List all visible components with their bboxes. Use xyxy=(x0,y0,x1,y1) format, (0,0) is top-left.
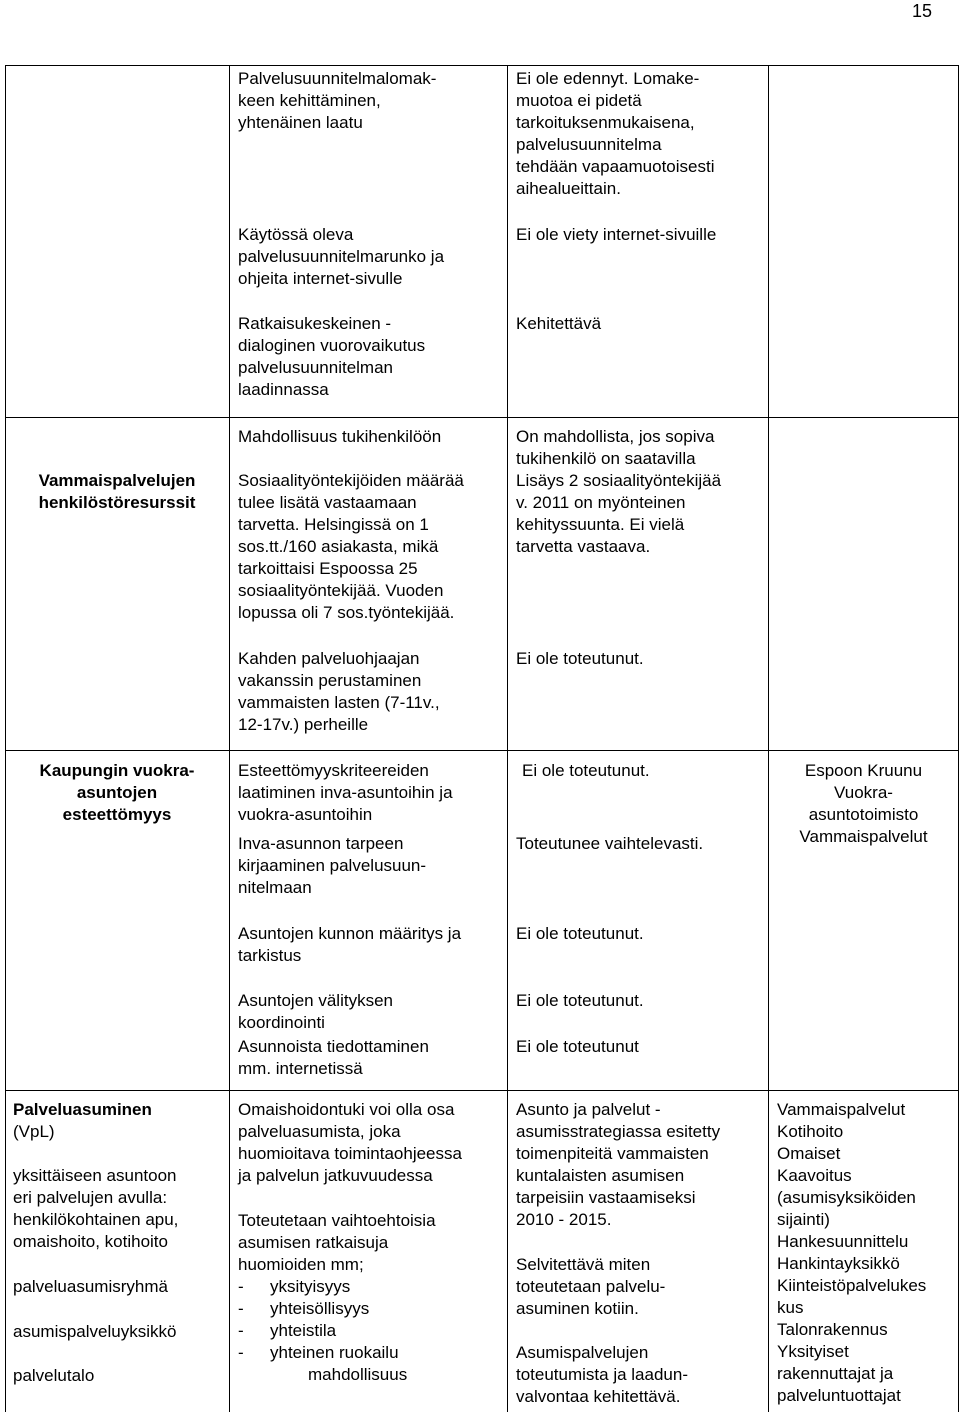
row1-measure: Palvelusuunnitelmalomak- keen kehittäminen, yhtenäinen laatu xyxy=(238,69,437,132)
row9-measure-a: Omaishoidontuki voi olla osa palveluasumista, joka huomioitava toimintaohjeessa ja palvelun jatkuvuudessa xyxy=(238,1100,462,1185)
row7-measure: Asuntojen kunnon määritys ja tarkistus xyxy=(238,924,462,965)
table-border-top xyxy=(5,65,959,66)
list-item: - yksityisyys xyxy=(200,1276,399,1298)
row9-topic-subtitle: (VpL) xyxy=(13,1122,55,1141)
row9-status-b: Selvitettävä miten toteutetaan palvelu- asuminen kotiin. xyxy=(516,1255,666,1318)
list-item: - yhteinen ruokailu xyxy=(200,1342,399,1364)
row-divider-2 xyxy=(5,750,959,751)
row6-topic: Kaupungin vuokra- asuntojen esteettömyys xyxy=(39,761,195,824)
row9-status-a: Asunto ja palvelut - asumisstrategiassa esitetty toimenpiteitä vammaisten kuntalaisten asumisen tarpeisiin vastaamiseksi 2010 - 2015. xyxy=(516,1100,721,1229)
list-item: - yhteisöllisyys xyxy=(200,1298,399,1320)
row9-topic-description: yksittäiseen asuntoon eri palvelujen avulla: henkilökohtainen apu, omaishoito, kotihoito xyxy=(13,1166,179,1251)
row2-status: Ei ole viety internet-sivuille xyxy=(516,225,717,244)
row8-status-b: Ei ole toteutunut xyxy=(516,1037,639,1056)
row4-measure-b: Sosiaalityöntekijöiden määrää tulee lisätä vastaamaan tarvetta. Helsingissä on 1 sos.tt./160 asiakasta, mikä tarkoittaisi Espoossa 25 sosiaalityöntekijää. Vuoden lopussa oli 7 sos.työntekijää. xyxy=(238,471,464,622)
row9-responsible: Vammaispalvelut Kotihoito Omaiset Kaavoitus (asumisyksiköiden sijainti) Hankesuunnittelu Hankintayksikkö Kiinteistöpalvelukes kus Talonrakennus Yksityiset rakennuttajat ja palveluntuottajat xyxy=(777,1100,927,1405)
row9-status-c: Asumispalvelujen toteutumista ja laadun- valvontaa kehitettävä. xyxy=(516,1343,688,1406)
row6-status-a: Ei ole toteutunut. xyxy=(522,761,650,780)
row8-measure-b: Asunnoista tiedottaminen mm. internetissä xyxy=(238,1037,429,1078)
row3-status: Kehitettävä xyxy=(516,314,602,333)
row7-status: Ei ole toteutunut. xyxy=(516,924,644,943)
row9-topic-item-2: asumispalveluyksikkö xyxy=(13,1322,177,1341)
row1-status: Ei ole edennyt. Lomake- muotoa ei pidetä tarkoituksenmukaisena, palvelusuunnitelma tehdään vapaamuotoisesti aihealueittain. xyxy=(516,69,715,198)
row4-status: On mahdollista, jos sopiva tukihenkilö on saatavilla Lisäys 2 sosiaalityöntekijää v. 2011 on myönteinen kehityssuunta. Ei vielä tarvetta vastaava. xyxy=(516,427,722,556)
list-item: - yhteistila xyxy=(200,1320,399,1342)
row9-measure-list xyxy=(200,1276,399,1364)
table-border-left xyxy=(5,65,6,1412)
table-border-right xyxy=(958,65,959,1412)
row9-topic-item-1: palveluasumisryhmä xyxy=(13,1277,168,1296)
row2-measure: Käytössä oleva palvelusuunnitelmarunko ja ohjeita internet-sivulle xyxy=(238,225,445,288)
column-divider-3 xyxy=(768,65,769,1412)
row9-topic-item-3: palvelutalo xyxy=(13,1366,95,1385)
row5-status: Ei ole toteutunut. xyxy=(516,649,644,668)
row4-measure-a: Mahdollisuus tukihenkilöön xyxy=(238,427,442,446)
row6-measure-a: Esteettömyyskriteereiden laatiminen inva-asuntoihin ja vuokra-asuntoihin xyxy=(238,761,453,824)
row8-status-a: Ei ole toteutunut. xyxy=(516,991,644,1010)
row6-responsible: Espoon Kruunu Vuokra- asuntotoimisto Vammaispalvelut xyxy=(799,761,928,846)
row6-status-b: Toteutunee vaihtelevasti. xyxy=(516,834,704,853)
row-divider-3 xyxy=(5,1090,959,1091)
row9-topic-title: Palveluasuminen xyxy=(13,1100,152,1119)
row-divider-1 xyxy=(5,417,959,418)
row6-measure-b: Inva-asunnon tarpeen kirjaaminen palvelusuun- nitelmaan xyxy=(238,834,427,897)
row9-measure-list-continuation: mahdollisuus xyxy=(308,1365,408,1384)
page-number: 15 xyxy=(911,1,932,21)
row8-measure-a: Asuntojen välityksen koordinointi xyxy=(238,991,393,1032)
column-divider-2 xyxy=(507,65,508,1412)
row4-topic: Vammaispalvelujen henkilöstöresurssit xyxy=(38,471,196,512)
column-divider-1 xyxy=(229,65,230,1412)
row5-measure: Kahden palveluohjaajan vakanssin perustaminen vammaisten lasten (7-11v., 12-17v.) perheille xyxy=(238,649,440,734)
row9-measure-b: Toteutetaan vaihtoehtoisia asumisen ratkaisuja huomioiden mm; xyxy=(238,1211,436,1274)
row3-measure: Ratkaisukeskeinen - dialoginen vuorovaikutus palvelusuunnitelman laadinnassa xyxy=(238,314,426,399)
